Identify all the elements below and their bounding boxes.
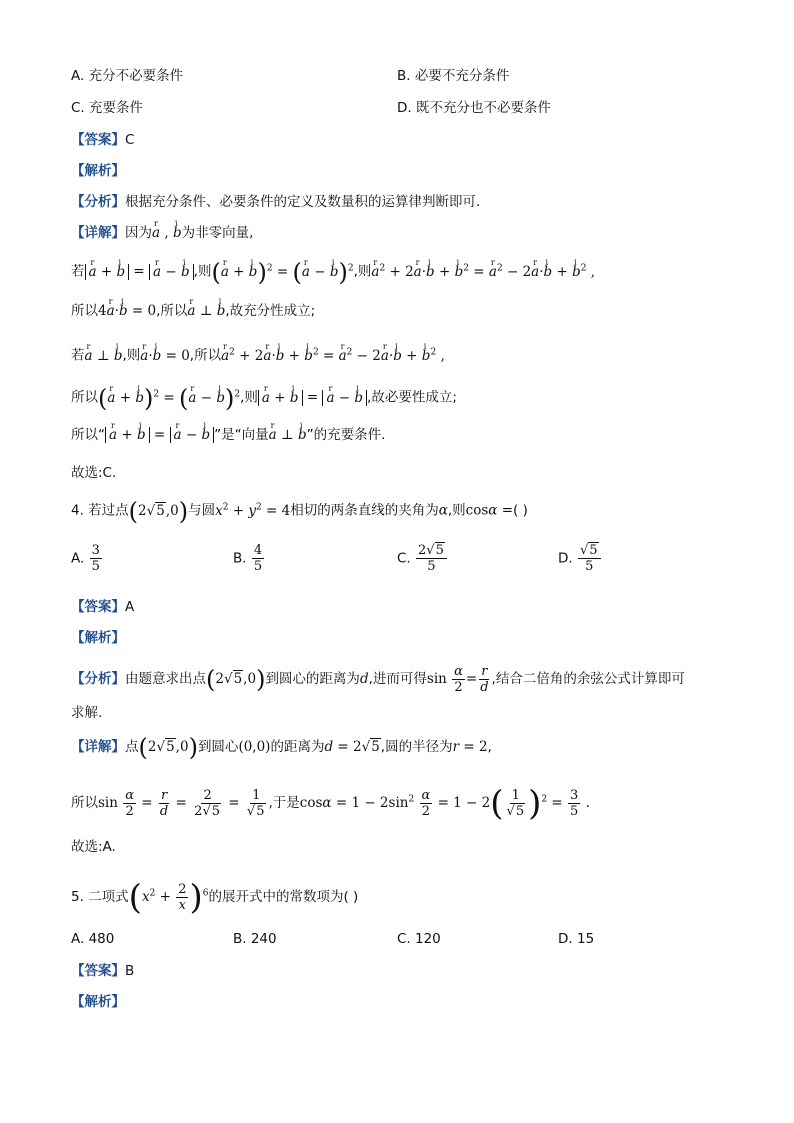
- text: ,则: [353, 263, 372, 280]
- math: =: [129, 263, 150, 280]
- option-letter: B.: [233, 550, 247, 567]
- q5-option-a: A. 480: [71, 931, 115, 947]
- math: r a ⊥ i b: [269, 427, 307, 443]
- math: (2√5,0): [138, 733, 198, 762]
- q4-xiangjie-line1: [71, 733, 492, 762]
- math: r a ⊥ i b: [187, 303, 225, 319]
- math: 4r a·i b = 0: [98, 303, 156, 319]
- q4-fenxi: [71, 664, 685, 695]
- math: (r a + i b)$^2$ = (r a − i b)$^2$: [211, 264, 353, 280]
- answer-value: B: [125, 963, 135, 979]
- math: $\cos\alpha = 1 - 2\sin^2$ $\frac{\alpha}{2}$ = 1 − 2( $\frac{1}{√5}$ )$^2$ = $\frac{3}{5}$ .: [299, 783, 590, 824]
- q4-option-d: D. $\frac{√5}{5}$: [558, 543, 602, 574]
- q4-xiangjie-line2: [71, 783, 590, 824]
- fenxi-tag: 【分析】: [71, 671, 125, 687]
- text: ,故必要性成立;: [367, 389, 457, 406]
- q4-option-c: C. $\frac{2√5}{5}$: [397, 543, 448, 574]
- q3-fenxi: [71, 192, 480, 212]
- text: ,所以: [156, 303, 188, 319]
- text: ”是“向量: [214, 427, 269, 443]
- q3-guxuan: 故选:C.: [71, 465, 117, 481]
- math: α: [438, 502, 448, 519]
- math: ,: [160, 225, 173, 241]
- jiexi-tag: 【解析】: [71, 994, 125, 1010]
- q3-option-b: B. 必要不充分条件: [397, 68, 510, 84]
- math: r $a^2 + 2r$ a·i b + i $b^2 = r$ $a^2 - 2r$ a·i b + i $b^2$ ,: [221, 348, 445, 364]
- fenxi-tag: 【分析】: [71, 194, 125, 210]
- text: 的距离为: [270, 739, 325, 755]
- math: sin $\frac{\alpha}{2}$ = $\frac{r}{d}$ = $\frac{2}{2√5}$ = $\frac{1}{√5}$: [98, 788, 265, 819]
- math: (0,0): [238, 739, 271, 755]
- text: 因为: [125, 225, 152, 241]
- text: ,则: [240, 389, 258, 406]
- text: ,则: [447, 502, 466, 519]
- text: 5. 二项式: [71, 889, 129, 905]
- xiangjie-tag: 【详解】: [71, 739, 125, 755]
- q4-option-a: A. $\frac{3}{5}$: [71, 543, 100, 574]
- text: 所以: [71, 389, 98, 406]
- math: (r a + i b)$^2$ = (r a − i b)$^2$: [98, 390, 240, 406]
- q3-jiexi: [71, 161, 125, 181]
- q4-jiexi: [71, 628, 125, 648]
- q3-option-a: A. 充分不必要条件: [71, 68, 184, 84]
- math: ($x^2$ + $\frac{2}{x}$ )$^6$: [128, 877, 209, 918]
- math: (2√5,0): [128, 497, 189, 525]
- text: ,进而可得: [368, 671, 427, 687]
- math: =: [302, 389, 323, 406]
- q3-option-c: C. 充要条件: [71, 100, 144, 116]
- text: 所以“: [71, 427, 105, 443]
- fenxi-text: 根据充分条件、必要条件的定义及数量积的运算律判断即可.: [125, 194, 481, 210]
- text: 若: [71, 347, 85, 364]
- text: ,于是: [268, 795, 300, 811]
- q4-fenxi-cont: 求解.: [71, 705, 103, 721]
- text: 到圆心的距离为: [265, 671, 360, 687]
- answer-tag: 【答案】: [71, 963, 125, 979]
- answer-tag: 【答案】: [71, 599, 125, 615]
- math: r a + i b: [85, 264, 130, 280]
- text: ”的充要条件.: [306, 427, 386, 443]
- math: (2√5,0): [206, 665, 266, 694]
- q3-option-d: D. 既不充分也不必要条件: [397, 100, 551, 116]
- q3-xiangjie-line5: [71, 384, 457, 412]
- xiangjie-tag: 【详解】: [71, 225, 125, 241]
- q4-answer: [71, 597, 134, 617]
- q5-option-c: C. 120: [397, 931, 441, 947]
- text: 4. 若过点: [71, 502, 129, 519]
- text: 到圆心: [197, 739, 239, 755]
- q5-stem: [71, 877, 359, 918]
- answer-value: A: [125, 599, 135, 615]
- q5-answer: [71, 961, 134, 981]
- text: 为非零向量,: [181, 225, 254, 241]
- q3-xiangjie-line4: [71, 342, 445, 366]
- math: r a − i b: [170, 427, 215, 443]
- text: ,则: [193, 263, 212, 280]
- text: 与圆: [188, 502, 216, 519]
- text: 由题意求出点: [125, 671, 206, 687]
- q5-option-b: B. 240: [233, 931, 277, 947]
- q3-answer: [71, 130, 134, 150]
- math: cosα =: [465, 502, 514, 519]
- math: d = 2√5: [324, 739, 380, 755]
- text: ,所以: [189, 347, 222, 364]
- jiexi-tag: 【解析】: [71, 630, 125, 646]
- text: ( ): [513, 502, 528, 519]
- q5-jiexi: [71, 992, 125, 1012]
- text: ,圆的半径为: [380, 739, 453, 755]
- math: $x^2 + y^2 = 4$: [215, 502, 291, 519]
- text: 点: [125, 739, 139, 755]
- math: r $a^2 + 2r$ a·i b + i $b^2 = r$ $a^2 - 2r$ a·i b + i $b^2$ ,: [371, 264, 595, 280]
- q4-guxuan: 故选:A.: [71, 839, 116, 855]
- answer-value: C: [125, 132, 135, 148]
- math: =: [149, 427, 170, 443]
- math: sin $\frac{\alpha}{2}$ = $\frac{r}{d}$: [426, 664, 489, 695]
- text: 所以: [71, 303, 98, 319]
- option-letter: C.: [397, 550, 411, 567]
- text: 相切的两条直线的夹角为: [290, 502, 439, 519]
- math: r a·i b = 0: [140, 348, 190, 364]
- text: ,故充分性成立;: [225, 303, 316, 319]
- math: i b: [173, 223, 182, 243]
- q3-xiangjie-line3: [71, 301, 315, 321]
- math: r a + i b: [105, 427, 150, 443]
- text: 若: [71, 263, 85, 280]
- math: r a ⊥ i b: [85, 348, 123, 364]
- q5-option-d: D. 15: [558, 931, 595, 947]
- q3-xiangjie-line6: [71, 425, 385, 445]
- q4-option-b: B. $\frac{4}{5}$: [233, 543, 263, 574]
- math: r a: [152, 223, 160, 243]
- text: ,则: [122, 347, 141, 364]
- math: r a − i b: [149, 264, 194, 280]
- math: r a − i b: [322, 390, 367, 406]
- math: r = 2: [452, 739, 488, 755]
- q4-stem: [71, 497, 528, 525]
- q3-xiangjie-line1: [71, 223, 253, 243]
- math: d: [359, 671, 369, 687]
- answer-tag: 【答案】: [71, 132, 125, 148]
- text: ,结合二倍角的余弦公式计算即可: [491, 671, 685, 687]
- text: 所以: [71, 795, 98, 811]
- q3-xiangjie-line2: [71, 258, 596, 286]
- math: r a + i b: [258, 390, 303, 406]
- option-letter: A.: [71, 550, 85, 567]
- text: 的展开式中的常数项为( ): [208, 889, 359, 905]
- option-letter: D.: [558, 550, 573, 567]
- jiexi-tag: 【解析】: [71, 163, 125, 179]
- text: ,: [487, 739, 492, 755]
